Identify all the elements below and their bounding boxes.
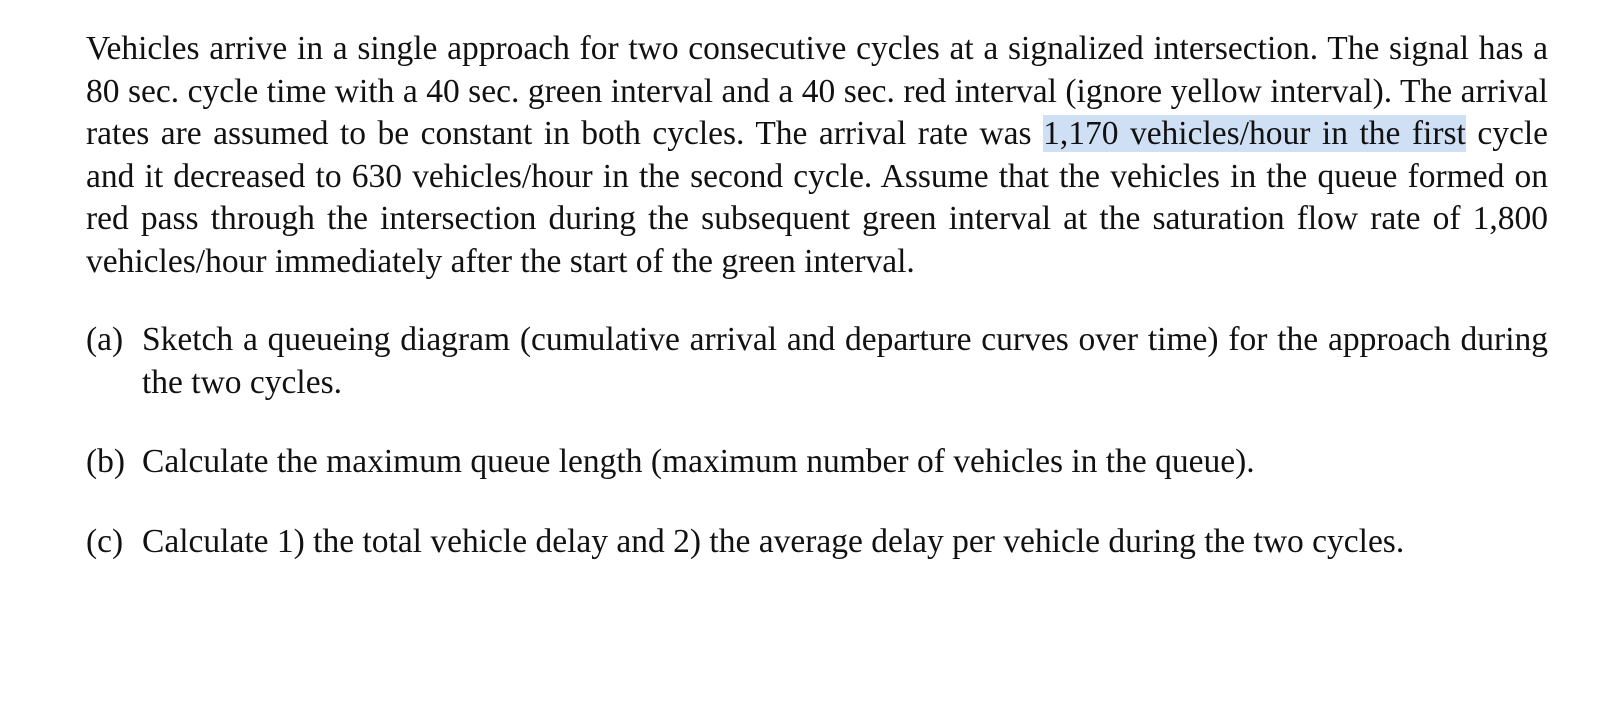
intro-text-before-selection: Vehicles arrive in a single approach for two consecutive cycles at a signalized intersection. The signal has a 80 sec. cycle time with a 40 sec. green interval and a 40 sec. red interval (ignore yellow interval). The arrival rates are assumed to be constant in both cycles. The arrival rate was — [86, 30, 1548, 152]
selected-text-highlight[interactable]: 1,170 vehicles/hour in the first — [1043, 115, 1466, 152]
part-c-label: (c) — [86, 522, 124, 560]
question-part-a — [86, 319, 1548, 404]
question-part-b — [86, 441, 1548, 484]
question-parts — [86, 319, 1548, 563]
part-c-text: Calculate 1) the total vehicle delay and 2) the average delay per vehicle during the two cycles. — [142, 522, 1405, 560]
part-b-label: (b) — [86, 443, 126, 480]
question-part-c — [86, 521, 1548, 564]
part-b-text: Calculate the maximum queue length (maximum number of vehicles in the queue). — [142, 443, 1255, 480]
part-a-text: Sketch a queueing diagram (cumulative arrival and departure curves over time) for the approach during the two cycles. — [142, 321, 1548, 401]
document-page — [86, 28, 1548, 600]
problem-statement — [86, 28, 1548, 283]
intro-text-after-selection: cycle and it decreased to 630 vehicles/hour in the second cycle. Assume that the vehicles in the queue formed on red pass through the intersection during the subsequent green interval at the saturation flow rate of 1,800 vehicles/hour immediately after the start of the green interval. — [86, 115, 1548, 280]
part-a-label: (a) — [86, 321, 124, 358]
